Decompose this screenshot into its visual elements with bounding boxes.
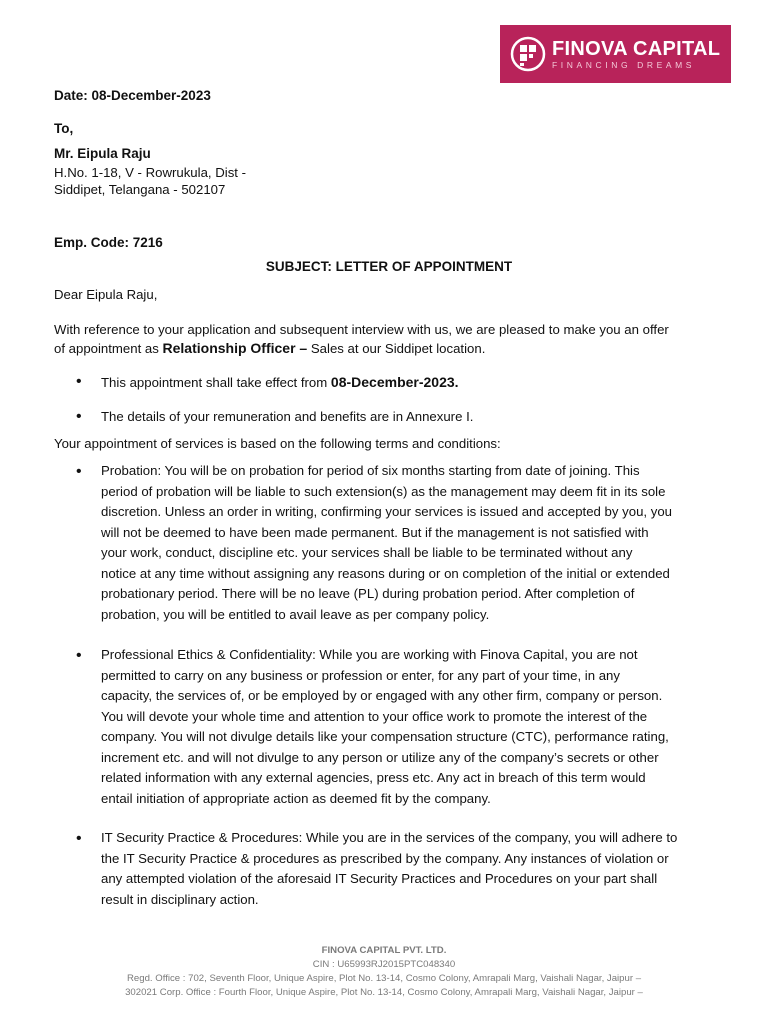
employee-code: Emp. Code: 7216 xyxy=(54,235,163,250)
bullet-icon: • xyxy=(76,373,82,390)
probation-line: period of probation will be liable to such extension(s) as the management may deem fit in its sole xyxy=(101,483,666,499)
to-label: To, xyxy=(54,121,74,136)
intro-position: Relationship Officer – xyxy=(162,340,308,356)
bullet-icon: • xyxy=(76,830,82,847)
ethics-paragraph xyxy=(101,645,721,809)
ethics-line: related information with any external agencies, press etc. Any act in breach of this term would xyxy=(101,770,646,785)
footer-address-2: 302021 Corp. Office : Fourth Floor, Unique Aspire, Plot No. 13-14, Cosmo Colony, Amrapali Marg, Vaishali Nagar, Jaipur – xyxy=(125,987,643,998)
ethics-line: entail initiation of appropriate action as deemed fit by the company. xyxy=(101,790,491,806)
footer-company: FINOVA CAPITAL PVT. LTD. xyxy=(321,945,447,956)
address-line-1: H.No. 1-18, V - Rowrukula, Dist - xyxy=(54,165,247,180)
letter-date: Date: 08-December-2023 xyxy=(54,88,211,103)
probation-line: Probation: You will be on probation for period of six months starting from date of joining. This xyxy=(101,463,640,478)
bullet1-date: 08-December-2023. xyxy=(330,374,459,390)
footer-address-1: Regd. Office : 702, Seventh Floor, Unique Aspire, Plot No. 13-14, Cosmo Colony, Amrapali Marg, Vaishali Nagar, Jaipur – xyxy=(126,973,642,984)
bullet-effective-date xyxy=(101,372,459,394)
address-line-2: Siddipet, Telangana - 502107 xyxy=(54,182,226,197)
salutation: Dear Eipula Raju, xyxy=(54,287,158,302)
logo-tagline: FINANCING DREAMS xyxy=(552,59,696,70)
ethics-line: company. You will not divulge details like your compensation structure (CTC), performance rating, xyxy=(101,729,669,744)
ethics-line: You will devote your whole time and attention to your office work to promote the interest of the xyxy=(101,708,648,724)
it-security-paragraph xyxy=(101,828,721,910)
footer-cin: CIN : U65993RJ2015PTC048340 xyxy=(312,959,456,970)
bullet1-text: This appointment shall take effect from xyxy=(101,375,331,390)
ethics-line: Professional Ethics & Confidentiality: While you are working with Finova Capital, you are not xyxy=(101,647,638,662)
ethics-line: capacity, the services of, or be employed by or engaged with any other firm, company or person. xyxy=(101,688,663,703)
it-security-line: the IT Security Practice & procedures as prescribed by the company. Any instances of violation or xyxy=(101,850,669,866)
probation-line: probationary period. There will be no leave (PL) during probation period. After completion of xyxy=(101,586,635,601)
terms-intro: Your appointment of services is based on the following terms and conditions: xyxy=(54,436,501,451)
it-security-line: IT Security Practice & Procedures: While you are in the services of the company, you will adhere to xyxy=(101,830,678,845)
company-logo xyxy=(500,25,731,83)
recipient-name: Mr. Eipula Raju xyxy=(54,146,151,161)
finova-logo-icon xyxy=(510,36,546,72)
it-security-line: any attempted violation of the aforesaid IT Security Practices and Procedures on your part shall xyxy=(101,871,658,886)
bullet-icon: • xyxy=(76,463,82,480)
intro-post: Sales at our Siddipet location. xyxy=(307,341,486,356)
probation-line: your work, conduct, discipline etc. your services shall be liable to be terminated without any xyxy=(101,545,633,560)
probation-paragraph xyxy=(101,461,721,625)
probation-line: notice at any time without assigning any reasons during or on completion of the initial or extended xyxy=(101,565,670,581)
bullet-icon: • xyxy=(76,647,82,664)
ethics-line: increment etc. and will not divulge to any person or utilize any of the company’s secrets or other xyxy=(101,749,659,765)
intro-pre: of appointment as xyxy=(54,341,163,356)
letter-subject: SUBJECT: LETTER OF APPOINTMENT xyxy=(265,259,513,274)
intro-line-2 xyxy=(54,338,485,360)
probation-line: probation, you will be entitled to avail leave as per company policy. xyxy=(101,606,490,622)
ethics-line: permitted to carry on any business or profession or enter, for any part of your time, in any xyxy=(101,667,620,683)
it-security-line: result in disciplinary action. xyxy=(101,891,259,907)
probation-line: will not be deemed to have been made permanent. But if the management is not satisfied with xyxy=(101,524,649,540)
bullet-remuneration: The details of your remuneration and benefits are in Annexure I. xyxy=(101,409,474,424)
bullet-icon: • xyxy=(76,408,82,425)
intro-line-1: With reference to your application and subsequent interview with us, we are pleased to make you an offer xyxy=(54,322,669,337)
logo-name: FINOVA CAPITAL xyxy=(552,37,721,60)
probation-line: discretion. Unless an order in writing, confirming your services is issued and accepted by you, you xyxy=(101,504,672,519)
